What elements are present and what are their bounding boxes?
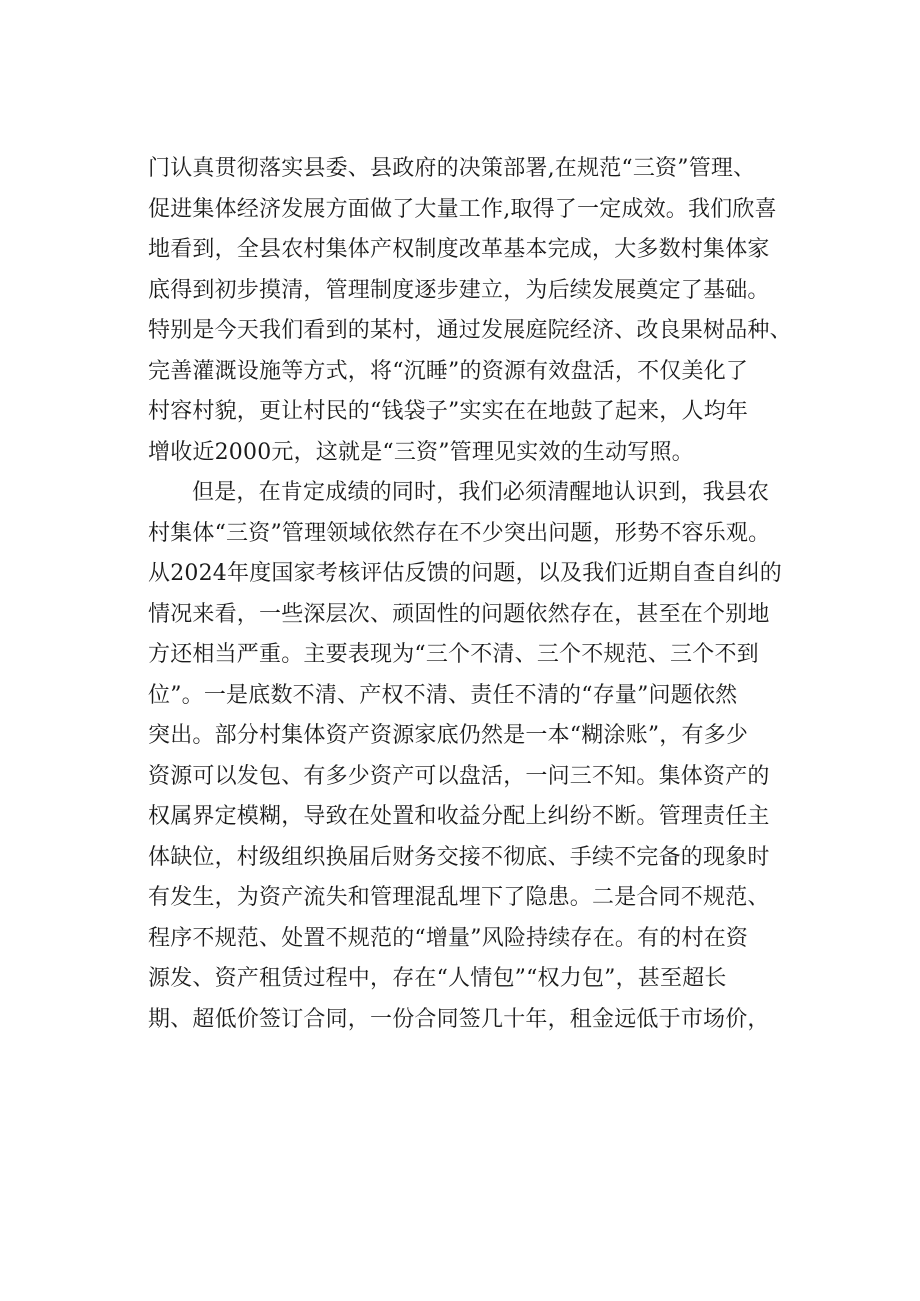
body-text bbox=[148, 149, 808, 1040]
text-line: 方还相当严重。主要表现为“三个不清、三个不规范、三个不到 bbox=[148, 642, 759, 667]
text-line: 程序不规范、处置不规范的“增量”风险持续存在。有的村在资 bbox=[148, 925, 749, 951]
text-line: 突出。部分村集体资产资源家底仍然是一本“糊涂账”，有多少 bbox=[148, 723, 749, 748]
text-line: 从2024年度国家考核评估反馈的问题，以及我们近期自查自纠的 bbox=[148, 561, 782, 586]
text-line: 体缺位，村级组织换届后财务交接不彻底、手续不完备的现象时 bbox=[148, 844, 770, 870]
paragraph-start-line: 但是，在肯定成绩的同时，我们必须清醒地认识到，我县农 bbox=[192, 480, 770, 505]
text-line: 期、超低价签订合同，一份合同签几十年，租金远低于市场价， bbox=[148, 1006, 770, 1032]
text-line: 情况来看，一些深层次、顽固性的问题依然存在，甚至在个别地 bbox=[148, 601, 770, 627]
text-line: 增收近2000元，这就是“三资”管理见实效的生动写照。 bbox=[148, 439, 694, 465]
text-line: 村容村貌，更让村民的“钱袋子”实实在在地鼓了起来，人均年 bbox=[148, 399, 749, 424]
text-line: 促进集体经济发展方面做了大量工作,取得了一定成效。我们欣喜 bbox=[148, 196, 777, 222]
text-line: 有发生，为资产流失和管理混乱埋下了隐患。二是合同不规范、 bbox=[148, 885, 770, 910]
text-line: 完善灌溉设施等方式，将“沉睡”的资源有效盘活，不仅美化了 bbox=[148, 358, 749, 384]
text-line: 底得到初步摸清，管理制度逐步建立，为后续发展奠定了基础。 bbox=[148, 277, 770, 303]
text-line: 村集体“三资”管理领域依然存在不少突出问题，形势不容乐观。 bbox=[148, 520, 771, 546]
text-line: 源发、资产租赁过程中，存在“人情包”“权力包”，甚至超长 bbox=[148, 966, 727, 991]
text-line: 特别是今天我们看到的某村，通过发展庭院经济、改良果树品种、 bbox=[148, 318, 792, 343]
text-line: 地看到，全县农村集体产权制度改革基本完成，大多数村集体家 bbox=[148, 237, 770, 262]
text-line: 位”。一是底数不清、产权不清、责任不清的“存量”问题依然 bbox=[148, 682, 738, 708]
text-line: 资源可以发包、有多少资产可以盘活，一问三不知。集体资产的 bbox=[148, 763, 770, 789]
text-line: 门认真贯彻落实县委、县政府的决策部署,在规范“三资”管理、 bbox=[148, 156, 756, 181]
text-line: 权属界定模糊，导致在处置和收益分配上纠纷不断。管理责任主 bbox=[148, 804, 770, 829]
